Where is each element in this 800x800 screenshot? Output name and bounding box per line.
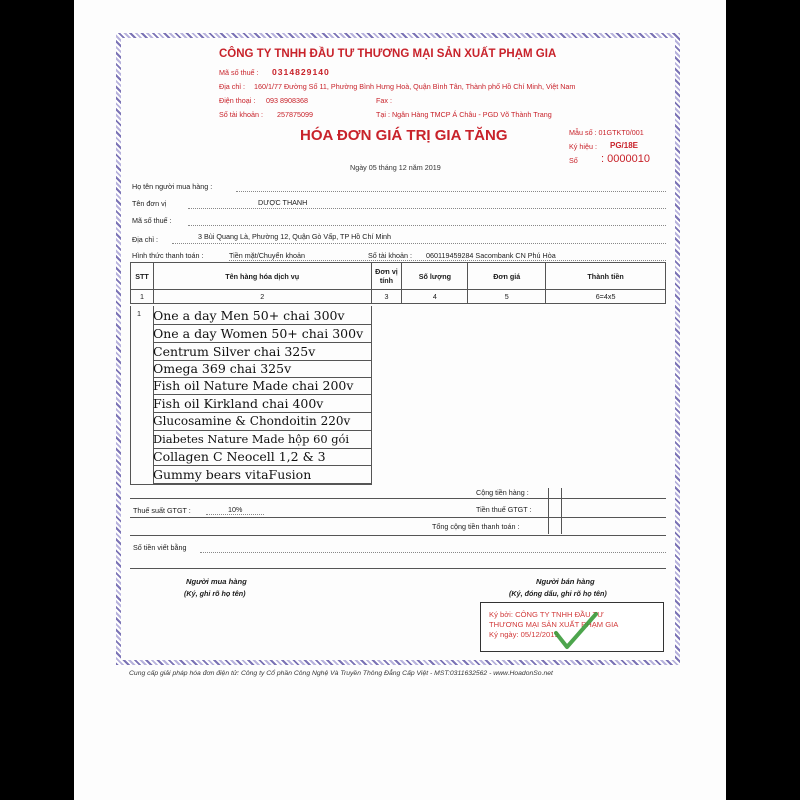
- company-phone-label: Điện thoại :: [219, 96, 256, 105]
- item-row: Diabetes Nature Made hộp 60 gói: [153, 431, 371, 449]
- buyer-signature-title: Người mua hàng: [186, 577, 247, 586]
- header-quantity: Số lượng: [402, 263, 468, 290]
- company-account: 257875099: [277, 110, 313, 119]
- index-cell: 6=4x5: [546, 290, 666, 304]
- payment-line: [229, 260, 666, 261]
- company-address-label: Địa chỉ :: [219, 82, 245, 91]
- item-row: Fish oil Kirkland chai 400v: [153, 395, 371, 413]
- item-row: Fish oil Nature Made chai 200v: [153, 377, 371, 395]
- header-stt: STT: [131, 263, 154, 290]
- header-item-name: Tên hàng hóa dịch vụ: [153, 263, 371, 290]
- company-tax-code: 0314829140: [272, 67, 330, 77]
- table-bottom-line: [130, 484, 372, 485]
- header-unit-price: Đơn giá: [468, 263, 546, 290]
- buyer-name-label: Họ tên người mua hàng :: [132, 182, 213, 191]
- index-cell: 3: [371, 290, 402, 304]
- right-black-margin: [726, 0, 800, 800]
- buyer-address-label: Địa chỉ :: [132, 235, 158, 244]
- company-fax-label: Fax :: [376, 96, 392, 105]
- amount-in-words-label: Số tiền viết bằng: [133, 543, 187, 552]
- index-cell: 1: [131, 290, 154, 304]
- item-row: Centrum Silver chai 325v: [153, 343, 371, 361]
- invoice-number-label: Số: [569, 156, 578, 165]
- invoice-symbol: PG/18E: [610, 141, 639, 150]
- invoice-title: HÓA ĐƠN GIÁ TRỊ GIA TĂNG: [300, 127, 508, 144]
- index-cell: 4: [402, 290, 468, 304]
- invoice-form: Mẫu số : 01GTKT0/001: [569, 128, 644, 137]
- company-account-label: Số tài khoản :: [219, 110, 263, 119]
- buyer-unit-label: Tên đơn vị: [132, 199, 167, 208]
- buyer-address: 3 Bùi Quang Là, Phường 12, Quận Gò Vấp, TP Hồ Chí Minh: [198, 232, 392, 241]
- table-index-row: [131, 290, 666, 304]
- vat-divider: [130, 517, 666, 518]
- item-row: Gummy bears vitaFusion: [153, 466, 371, 484]
- buyer-name-line: [236, 191, 666, 192]
- item-row: One a day Women 50+ chai 300v: [153, 325, 371, 343]
- table-left-border: [130, 306, 131, 484]
- checkmark-icon: [553, 611, 599, 651]
- item-row: Collagen C Neocell 1,2 & 3: [153, 448, 371, 466]
- buyer-address-line: [172, 243, 666, 244]
- buyer-unit: DƯỢC THANH: [258, 198, 308, 207]
- grand-total-label: Tổng cộng tiền thanh toán :: [432, 522, 520, 531]
- company-tax-label: Mã số thuế :: [219, 68, 259, 77]
- payment-method: Tiền mặt/Chuyển khoản: [229, 251, 306, 260]
- invoice-number: : 0000010: [601, 153, 650, 165]
- buyer-account: 060119459284 Sacombank CN Phú Hòa: [426, 251, 556, 260]
- seller-signature-title: Người bán hàng: [536, 577, 595, 586]
- buyer-tax-line: [188, 225, 666, 226]
- item-row: One a day Men 50+ chai 300v: [153, 307, 371, 325]
- invoice-date: Ngày 05 tháng 12 năm 2019: [350, 163, 441, 172]
- vat-rate-label: Thuế suất GTGT :: [133, 506, 191, 515]
- table-header-row: [131, 263, 666, 290]
- signed-date: Ký ngày: 05/12/2019: [489, 630, 559, 639]
- company-name: CÔNG TY TNHH ĐẦU TƯ THƯƠNG MẠI SẢN XUẤT PHẠM GIA: [219, 48, 557, 60]
- seller-signature-note: (Ký, đóng dấu, ghi rõ họ tên): [509, 589, 607, 598]
- subtotal-label: Cộng tiền hàng :: [476, 488, 529, 497]
- digital-signature-box: [480, 602, 664, 652]
- invoice-symbol-label: Ký hiệu :: [569, 142, 597, 151]
- first-stt: 1: [137, 309, 141, 318]
- buyer-signature-note: (Ký, ghi rõ họ tên): [184, 589, 246, 598]
- company-address: 160/1/77 Đường Số 11, Phường Bình Hưng Hoà, Quận Bình Tân, Thành phố Hồ Chí Minh, Việt Nam: [254, 82, 576, 91]
- payment-label: Hình thức thanh toán :: [132, 251, 204, 260]
- company-bank: Tại : Ngân Hàng TMCP Á Châu - PGD Võ Thành Trang: [376, 110, 552, 119]
- company-phone: 093 8908368: [266, 96, 308, 105]
- item-row: Omega 369 chai 325v: [153, 360, 371, 378]
- buyer-account-label: Số tài khoản :: [368, 251, 412, 260]
- amount-in-words-line: [200, 552, 666, 553]
- items-table: [130, 262, 666, 304]
- footer-provider: Cung cấp giải pháp hóa đơn điện tử: Công ty Cổ phần Công Nghệ Và Truyền Thông Đẳng Cấp Việt - MST:0311632562 - www.HoadonSo.net: [129, 670, 553, 677]
- table-name-divider: [371, 306, 372, 484]
- signed-by: Ký bởi: CÔNG TY TNHH ĐẦU TƯ: [489, 610, 604, 619]
- vat-rate-line: [206, 514, 264, 515]
- words-divider: [130, 568, 666, 569]
- buyer-unit-line: [188, 208, 666, 209]
- signed-by-company: THƯƠNG MẠI SẢN XUẤT PHẠM GIA: [489, 620, 619, 629]
- header-unit: Đơn vị tính: [371, 263, 402, 290]
- index-cell: 5: [468, 290, 546, 304]
- left-black-margin: [0, 0, 74, 800]
- buyer-tax-label: Mã số thuế :: [132, 216, 172, 225]
- vat-rate: 10%: [228, 505, 243, 514]
- grand-total-divider: [130, 535, 666, 536]
- item-row: Glucosamine & Chondoitin 220v: [153, 413, 371, 431]
- header-amount: Thành tiền: [546, 263, 666, 290]
- vat-amount-label: Tiền thuế GTGT :: [476, 505, 532, 514]
- totals-value-column: [548, 488, 562, 534]
- index-cell: 2: [153, 290, 371, 304]
- totals-divider: [130, 498, 666, 499]
